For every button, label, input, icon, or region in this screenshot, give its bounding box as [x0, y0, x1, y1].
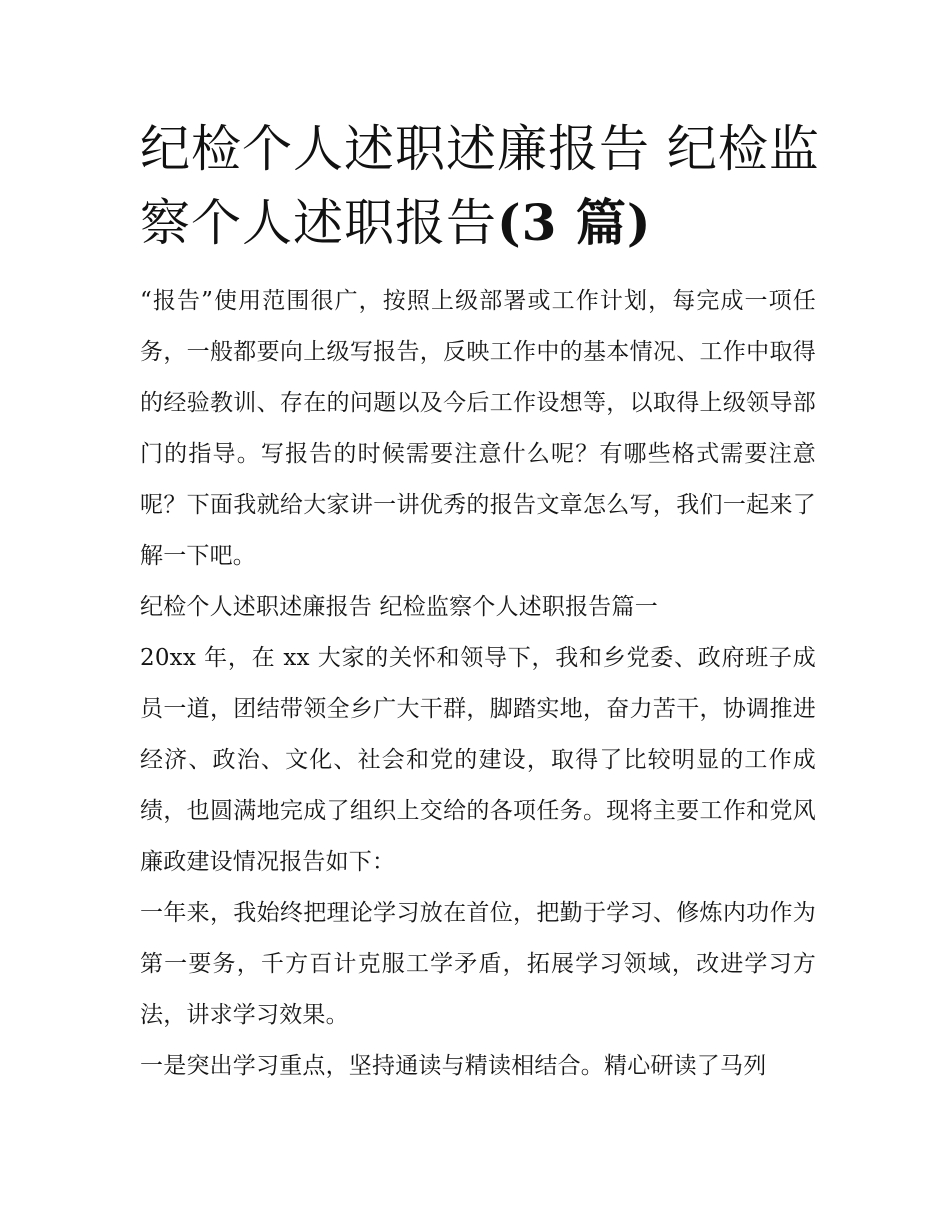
document-title	[140, 112, 820, 260]
body-paragraph: 一年来，我始终把理论学习放在首位，把勤于学习、修炼内功作为第一要务，千方百计克服工学矛盾，拓展学习领域，改进学习方法，讲求学习效果。	[140, 900, 816, 1028]
document-body	[140, 276, 816, 1092]
section-heading: 纪检个人述职述廉报告 纪检监察个人述职报告篇一	[140, 594, 658, 620]
body-paragraph: 20xx 年，在 xx 大家的关怀和领导下，我和乡党委、政府班子成员一道，团结带领全乡广大干群，脚踏实地，奋力苦干，协调推进经济、政治、文化、社会和党的建设，取得了比较明显的工作成绩，也圆满地完成了组织上交给的各项任务。现将主要工作和党风廉政建设情况报告如下：	[140, 645, 816, 875]
title-text: 纪检个人述职述廉报告 纪检监察个人述职报告	[140, 120, 820, 252]
intro-paragraph: “报告”使用范围很广，按照上级部署或工作计划，每完成一项任务，一般都要向上级写报告，反映工作中的基本情况、工作中取得的经验教训、存在的问题以及今后工作设想等，以取得上级领导部门的指导。写报告的时候需要注意什么呢？有哪些格式需要注意呢？下面我就给大家讲一讲优秀的报告文章怎么写，我们一起来了解一下吧。	[140, 288, 816, 569]
body-paragraph: 一是突出学习重点，坚持通读与精读相结合。精心研读了马列	[140, 1053, 767, 1079]
title-count: (3 篇)	[497, 193, 652, 252]
